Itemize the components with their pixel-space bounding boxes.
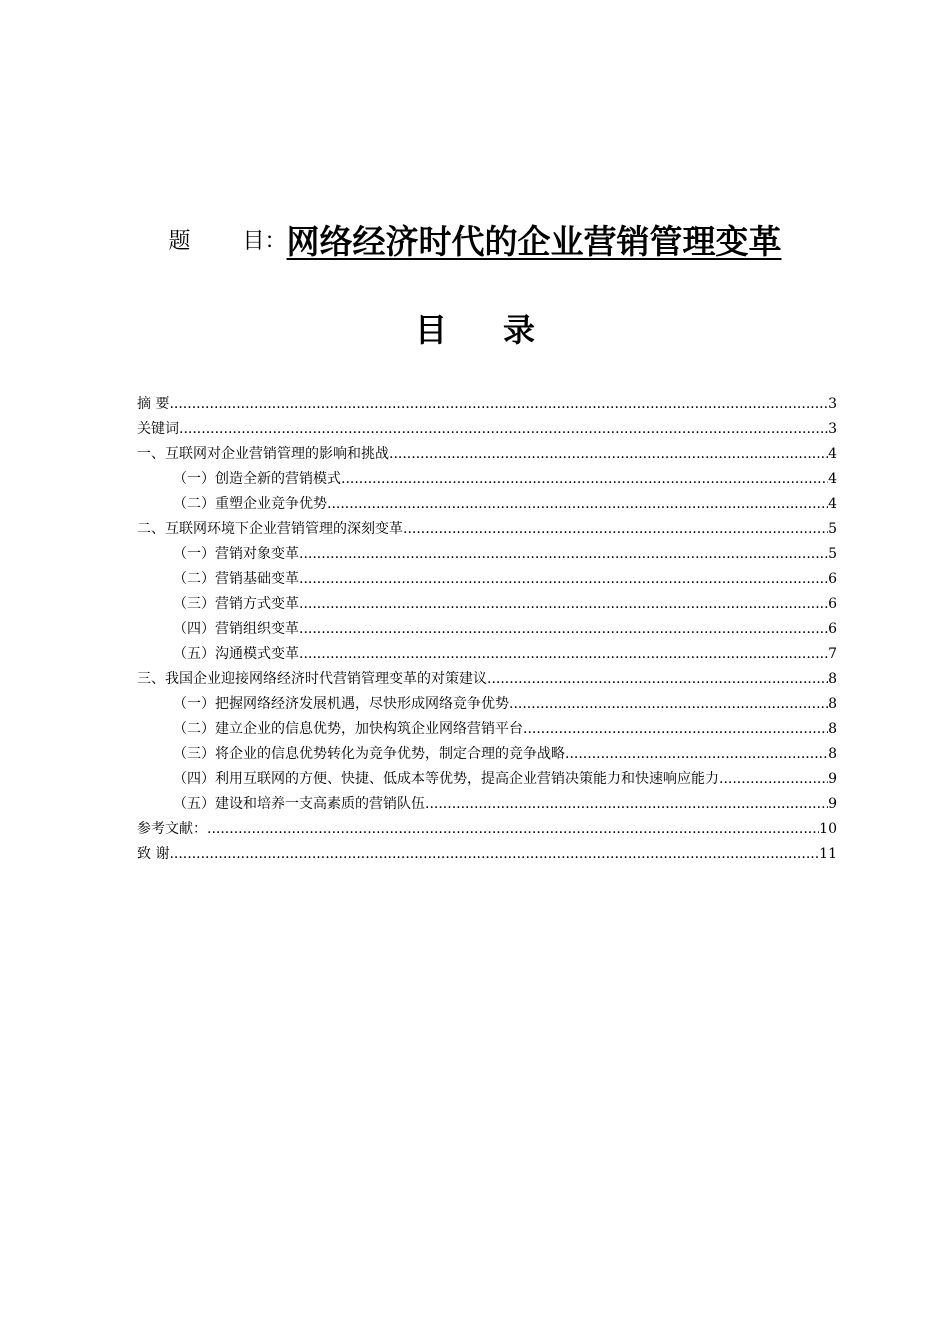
toc-dot-leader [299,617,828,642]
toc-entry-label: 参考文献： [137,821,207,837]
toc-entry-label: 三、我国企业迎接网络经济时代营销管理变革的对策建议 [137,671,487,687]
toc-entry-label: 致 谢 [137,846,170,862]
toc-entry-label: （五）沟通模式变革 [173,646,299,662]
toc-entry[interactable] [137,417,837,442]
title-label-char-1: 题 [168,229,191,254]
toc-dot-leader [425,792,828,817]
toc-entry-label: （二）建立企业的信息优势，加快构筑企业网络营销平台 [173,721,523,737]
toc-dot-leader [509,692,828,717]
toc-entry[interactable] [137,467,837,492]
toc-dot-leader [487,667,828,692]
toc-entry-label: 一、互联网对企业营销管理的影响和挑战 [137,446,389,462]
toc-entry-page-number: 5 [828,546,837,562]
toc-dot-leader [299,542,828,567]
toc-entry-label: （五）建设和培养一支高素质的营销队伍 [173,796,425,812]
toc-heading [0,305,950,351]
toc-dot-leader [299,592,828,617]
toc-entry-page-number: 4 [828,496,837,512]
toc-entry-page-number: 8 [828,721,837,737]
toc-dot-leader [207,817,819,842]
toc-entry-label: （一）把握网络经济发展机遇，尽快形成网络竞争优势 [173,696,509,712]
toc-entry[interactable] [137,742,837,767]
toc-entry[interactable] [137,667,837,692]
toc-entry-label: 摘 要 [137,396,170,412]
document-title: 网络经济时代的企业营销管理变革 [286,222,782,261]
toc-entry[interactable] [137,717,837,742]
toc-entry[interactable] [137,542,837,567]
toc-dot-leader [389,442,828,467]
toc-dot-leader [719,767,828,792]
toc-dot-leader [403,517,828,542]
toc-entry-page-number: 6 [828,571,837,587]
toc-dot-leader [169,392,828,417]
toc-entry-page-number: 6 [828,596,837,612]
toc-dot-leader [523,717,828,742]
toc-heading-char-1: 目 [414,311,447,349]
toc-entry[interactable] [137,567,837,592]
toc-entry-page-number: 8 [828,696,837,712]
toc-entry[interactable] [137,517,837,542]
title-label-char-2: 目： [242,229,287,254]
toc-entry-label: （三）将企业的信息优势转化为竞争优势，制定合理的竞争战略 [173,746,565,762]
toc-entry-label: （三）营销方式变革 [173,596,299,612]
toc-dot-leader [169,842,819,867]
toc-entry-label: （四）利用互联网的方便、快捷、低成本等优势，提高企业营销决策能力和快速响应能力 [173,771,719,787]
toc-entry-page-number: 8 [828,671,837,687]
toc-entry-label: （四）营销组织变革 [173,621,299,637]
toc-entry-page-number: 5 [828,521,837,537]
toc-entry[interactable] [137,617,837,642]
toc-entry-page-number: 3 [828,396,837,412]
toc-entry-label: （一）创造全新的营销模式 [173,471,341,487]
title-label [168,229,286,254]
toc-entry-page-number: 10 [819,821,837,837]
toc-entry[interactable] [137,692,837,717]
toc-entry-page-number: 3 [828,421,837,437]
toc-dot-leader [299,567,828,592]
toc-entry-label: 二、互联网环境下企业营销管理的深刻变革 [137,521,403,537]
toc-entry-page-number: 4 [828,471,837,487]
toc-entry[interactable] [137,592,837,617]
toc-entry[interactable] [137,792,837,817]
toc-entry-page-number: 6 [828,621,837,637]
table-of-contents [137,392,837,867]
toc-entry-page-number: 9 [828,771,837,787]
toc-entry-label: 关键词 [137,421,179,437]
toc-dot-leader [179,417,828,442]
document-title-line [0,216,950,263]
toc-dot-leader [565,742,828,767]
toc-entry[interactable] [137,642,837,667]
toc-entry[interactable] [137,442,837,467]
toc-heading-char-2: 录 [503,311,536,349]
toc-dot-leader [341,467,828,492]
toc-entry-page-number: 11 [819,846,837,862]
toc-entry[interactable] [137,817,837,842]
toc-entry-page-number: 7 [828,646,837,662]
toc-entry-page-number: 9 [828,796,837,812]
toc-entry[interactable] [137,842,837,867]
toc-entry[interactable] [137,392,837,417]
toc-entry-label: （二）营销基础变革 [173,571,299,587]
toc-dot-leader [327,492,828,517]
toc-dot-leader [299,642,828,667]
toc-entry-page-number: 4 [828,446,837,462]
toc-entry[interactable] [137,767,837,792]
toc-entry-page-number: 8 [828,746,837,762]
toc-entry[interactable] [137,492,837,517]
toc-entry-label: （二）重塑企业竞争优势 [173,496,327,512]
toc-entry-label: （一）营销对象变革 [173,546,299,562]
